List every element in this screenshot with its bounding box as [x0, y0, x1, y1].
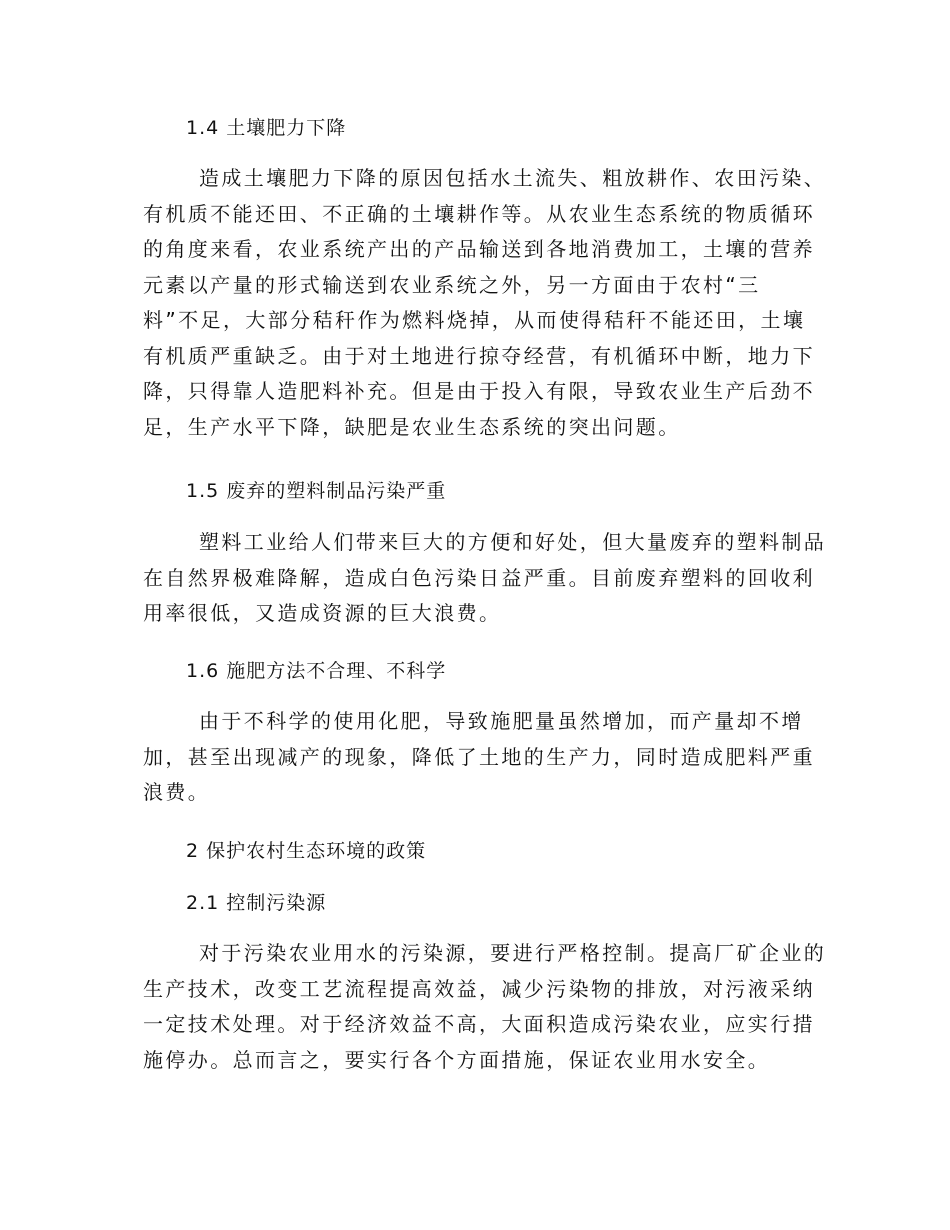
text-line: 浪费。 — [143, 780, 211, 804]
text-line: 有机质不能还田、不正确的土壤耕作等。从农业生态系统的物质循环 — [143, 201, 815, 226]
paragraph-fertilization-methods — [143, 704, 813, 811]
section-heading-2-1: 2.1 控制污染源 — [186, 892, 327, 914]
text-line: 料”不足，大部分秸秆作为燃料烧掉，从而使得秸秆不能还田，土壤 — [143, 308, 806, 332]
text-line: 元素以产量的形式输送到农业系统之外，另一方面由于农村“三 — [143, 272, 761, 297]
text-line: 的角度来看，农业系统产出的产品输送到各地消费加工，土壤的营养 — [143, 237, 815, 261]
text-line: 有机质严重缺乏。由于对土地进行掠夺经营，有机循环中断，地力下 — [143, 343, 815, 368]
paragraph-plastic-pollution — [143, 525, 827, 632]
text-line: 塑料工业给人们带来巨大的方便和好处，但大量废弃的塑料制品 — [199, 530, 827, 554]
text-line: 足，生产水平下降，缺肥是农业生态系统的突出问题。 — [143, 414, 681, 439]
section-heading-1-4: 1.4 土壤肥力下降 — [186, 117, 347, 139]
text-line: 由于不科学的使用化肥，导致施肥量虽然增加，而产量却不增 — [199, 709, 804, 733]
paragraph-control-pollution-sources — [143, 936, 827, 1078]
text-line: 对于污染农业用水的污染源，要进行严格控制。提高厂矿企业的 — [199, 941, 827, 965]
text-line: 加，甚至出现减产的现象，降低了土地的生产力，同时造成肥料严重 — [143, 744, 815, 769]
text-line: 一定技术处理。对于经济效益不高，大面积造成污染农业，应实行措 — [143, 1012, 815, 1036]
text-line: 用率很低，又造成资源的巨大浪费。 — [143, 601, 502, 625]
text-line: 生产技术，改变工艺流程提高效益，减少污染物的排放，对污液采纳 — [143, 976, 815, 1001]
text-line: 降，只得靠人造肥料补充。但是由于投入有限，导致农业生产后劲不 — [143, 379, 815, 403]
paragraph-soil-fertility — [143, 161, 827, 445]
text-line: 施停办。总而言之，要实行各个方面措施，保证农业用水安全。 — [143, 1047, 771, 1072]
text-line: 造成土壤肥力下降的原因包括水土流失、粗放耕作、农田污染、 — [199, 166, 827, 190]
section-heading-2: 2 保护农村生态环境的政策 — [186, 840, 427, 862]
text-line: 在自然界极难降解，造成白色污染日益严重。目前废弃塑料的回收利 — [143, 565, 815, 590]
section-heading-1-6: 1.6 施肥方法不合理、不科学 — [186, 660, 447, 682]
section-heading-1-5: 1.5 废弃的塑料制品污染严重 — [186, 480, 447, 502]
